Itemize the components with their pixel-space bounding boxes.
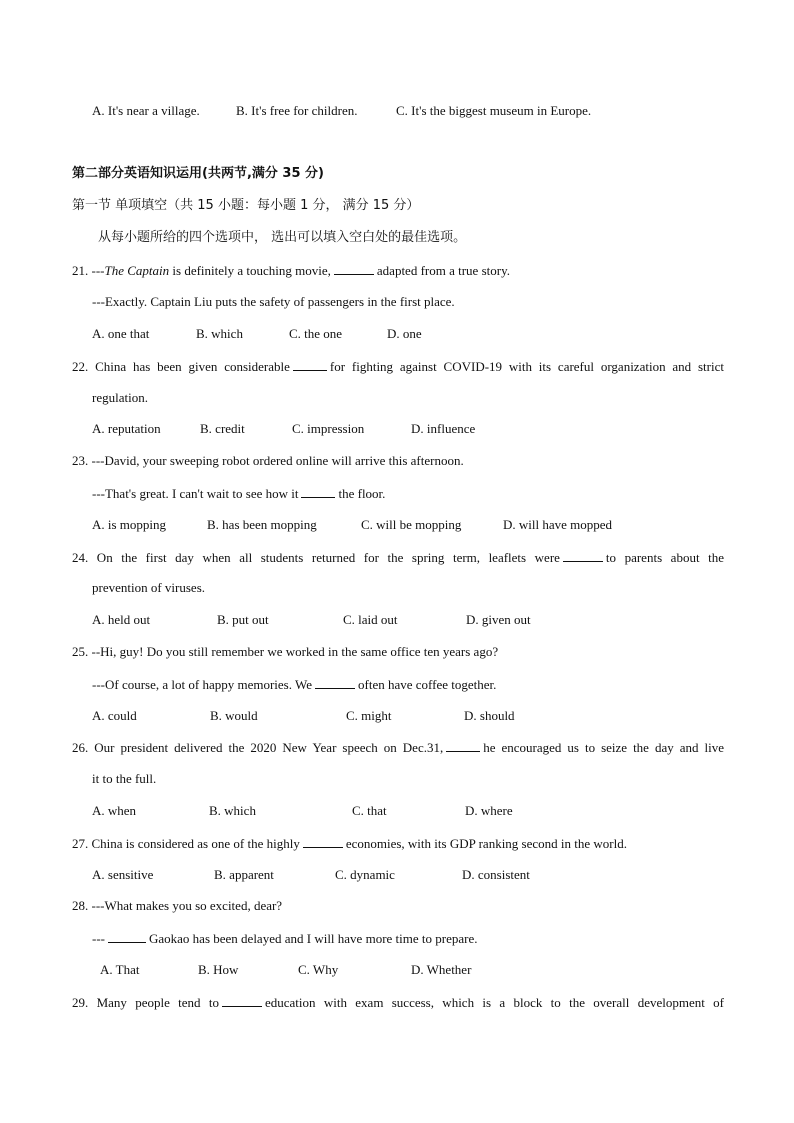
q21-option-a: A. one that	[92, 326, 150, 341]
q21-option-b: B. which	[196, 326, 243, 341]
q20-option-a: A. It's near a village.	[92, 103, 200, 118]
q24-option-d: D. given out	[466, 612, 531, 627]
q22-option-b: B. credit	[200, 421, 245, 436]
q20-option-b: B. It's free for children.	[236, 103, 358, 118]
q25-line1: 25. --Hi, guy! Do you still remember we worked in the same office ten years ago?	[72, 644, 499, 659]
q28-option-c: C. Why	[298, 962, 339, 977]
q25-option-d: D. should	[464, 708, 515, 723]
part2-title: 第二部分英语知识运用(共两节,满分 35 分)	[72, 166, 324, 181]
q22-blank	[293, 359, 327, 371]
q28-option-d: D. Whether	[411, 962, 472, 977]
q26-option-a: A. when	[92, 803, 137, 818]
q21-blank	[334, 263, 374, 275]
q24-cont: prevention of viruses.	[92, 580, 206, 595]
q26-option-b: B. which	[209, 803, 256, 818]
q23-option-c: C. will be mopping	[361, 517, 462, 532]
q28-option-b: B. How	[198, 962, 239, 977]
q24-stem: 24. On the first day when all students returned for the spring term, leaflets were to parents about the	[72, 550, 724, 565]
q25-stem: ---Of course, a lot of happy memories. We often have coffee together.	[92, 677, 497, 692]
q21-option-d: D. one	[387, 326, 422, 341]
instruction: 从每小题所给的四个选项中， 选出可以填入空白处的最佳选项。	[98, 230, 467, 245]
q27-option-d: D. consistent	[462, 867, 530, 882]
q27-stem: 27. China is considered as one of the highly economies, with its GDP ranking second in the world.	[72, 836, 627, 851]
q22-option-c: C. impression	[292, 421, 365, 436]
q21-stem: 21. ---The Captain is definitely a touching movie, adapted from a true story.	[72, 263, 510, 278]
q25-option-a: A. could	[92, 708, 137, 723]
q24-option-c: C. laid out	[343, 612, 398, 627]
q26-option-d: D. where	[465, 803, 513, 818]
q25-option-c: C. might	[346, 708, 392, 723]
q24-blank	[563, 550, 603, 562]
q21-line2: ---Exactly. Captain Liu puts the safety of passengers in the first place.	[92, 294, 455, 309]
q23-blank	[301, 486, 335, 498]
q26-stem: 26. Our president delivered the 2020 New Year speech on Dec.31, he encouraged us to seize the day and live	[72, 740, 724, 755]
q23-option-b: B. has been mopping	[207, 517, 317, 532]
q22-option-a: A. reputation	[92, 421, 161, 436]
q24-option-a: A. held out	[92, 612, 151, 627]
q23-option-d: D. will have mopped	[503, 517, 613, 532]
q22-cont: regulation.	[92, 390, 148, 405]
q21-italic-title: The Captain	[104, 263, 170, 278]
q23-line1: 23. ---David, your sweeping robot ordered online will arrive this afternoon.	[72, 453, 464, 468]
q28-option-a: A. That	[100, 962, 140, 977]
section1-title: 第一节 单项填空（共 15 小题：每小题 1 分， 满分 15 分）	[72, 198, 420, 213]
q25-option-b: B. would	[210, 708, 258, 723]
q28-blank	[108, 931, 146, 943]
q27-option-a: A. sensitive	[92, 867, 154, 882]
q26-cont: it to the full.	[92, 771, 157, 786]
q28-stem: --- Gaokao has been delayed and I will have more time to prepare.	[92, 931, 478, 946]
q24-option-b: B. put out	[217, 612, 269, 627]
q29-stem: 29. Many people tend to education with exam success, which is a block to the overall development of	[72, 995, 724, 1010]
q23-option-a: A. is mopping	[92, 517, 167, 532]
q27-blank	[303, 836, 343, 848]
q20-option-c: C. It's the biggest museum in Europe.	[396, 103, 592, 118]
q27-option-c: C. dynamic	[335, 867, 395, 882]
q22-option-d: D. influence	[411, 421, 476, 436]
q25-blank	[315, 677, 355, 689]
q29-blank	[222, 995, 262, 1007]
q21-option-c: C. the one	[289, 326, 343, 341]
q23-stem: ---That's great. I can't wait to see how it the floor.	[92, 486, 386, 501]
q27-option-b: B. apparent	[214, 867, 274, 882]
q26-option-c: C. that	[352, 803, 387, 818]
q28-line1: 28. ---What makes you so excited, dear?	[72, 898, 283, 913]
q22-stem: 22. China has been given considerable for fighting against COVID-19 with its careful organization and strict	[72, 359, 724, 374]
q26-blank	[446, 740, 480, 752]
